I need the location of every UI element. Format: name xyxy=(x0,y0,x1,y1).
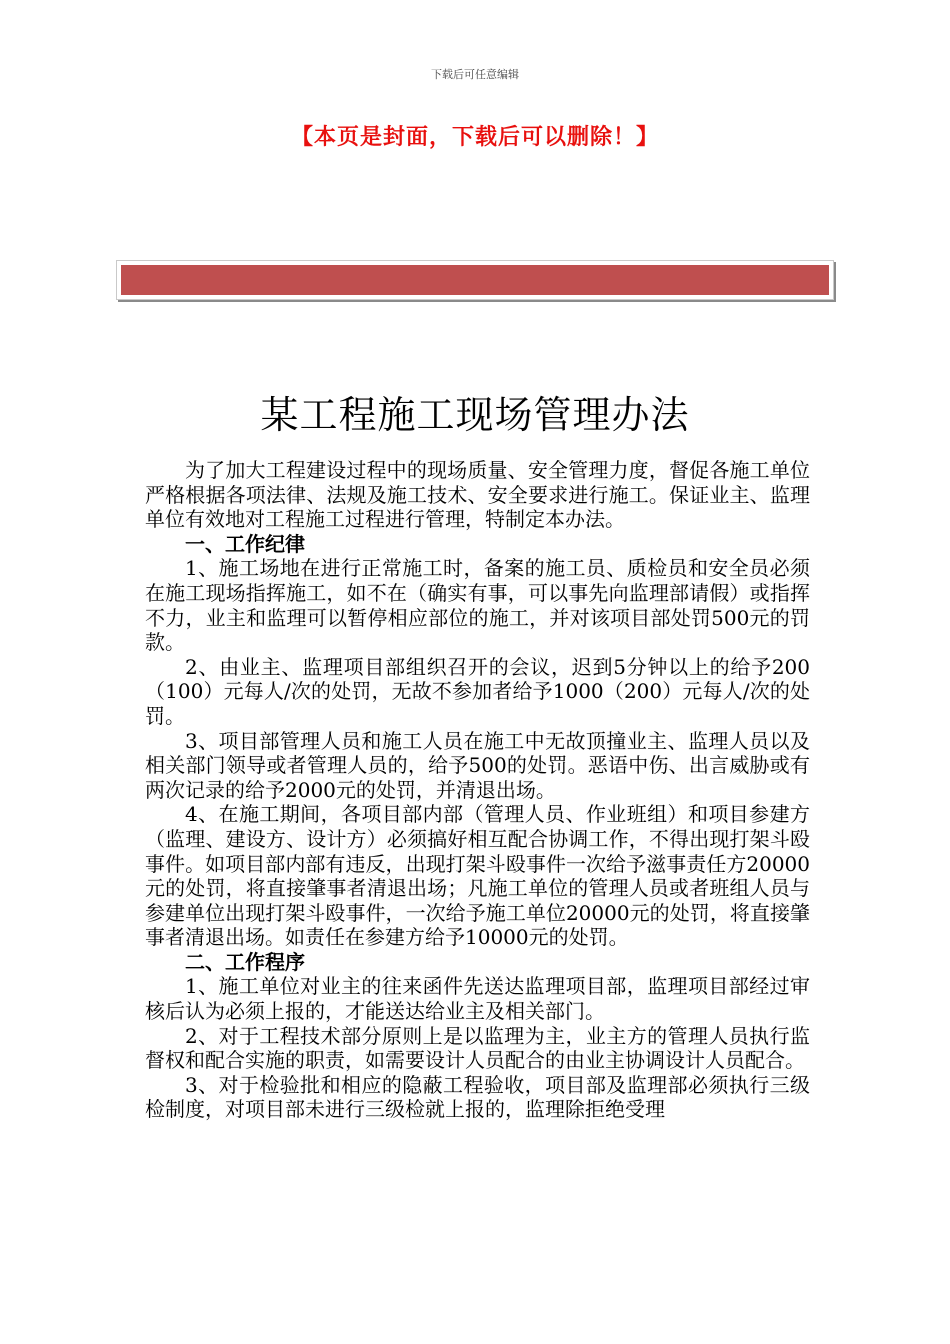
paragraph: 3、项目部管理人员和施工人员在施工中无故顶撞业主、监理人员以及相关部门领导或者管理人员的，给予500的处罚。恶语中伤、出言威胁或有两次记录的给予2000元的处罚，并清退出场。 xyxy=(145,728,810,802)
header-note: 下载后可任意编辑 xyxy=(431,68,519,81)
section-heading-discipline: 一、工作纪律 xyxy=(185,531,305,556)
paragraph: 1、施工场地在进行正常施工时，备案的施工员、质检员和安全员必须在施工现场指挥施工，如不在（确实有事，可以事先向监理部请假）或指挥不力，业主和监理可以暂停相应部位的施工，并对该项目部处罚500元的罚款。 xyxy=(145,556,810,655)
paragraph: 4、在施工期间，各项目部内部（管理人员、作业班组）和项目参建方（监理、建设方、设计方）必须搞好相互配合协调工作，不得出现打架斗殴事件。如项目部内部有违反，出现打架斗殴事件一次给予滋事责任方20000元的处罚，将直接肇事者清退出场；凡施工单位的管理人员或者班组人员与参建单位出现打架斗殴事件，一次给予施工单位20000元的处罚，将直接肇事者清退出场。如责任在参建方给予10000元的处罚。 xyxy=(145,802,810,950)
section-heading-procedure: 二、工作程序 xyxy=(185,949,305,974)
decorative-banner xyxy=(116,260,834,300)
banner-bar xyxy=(121,265,829,295)
cover-notice: 【本页是封面，下载后可以删除！】 xyxy=(290,125,659,150)
document-body xyxy=(145,458,810,1122)
paragraph: 1、施工单位对业主的往来函件先送达监理项目部，监理项目部经过审核后认为必须上报的，才能送达给业主及相关部门。 xyxy=(145,974,810,1024)
document-title: 某工程施工现场管理办法 xyxy=(260,393,690,437)
paragraph: 2、由业主、监理项目部组织召开的会议，迟到5分钟以上的给予200（100）元每人/次的处罚，无故不参加者给予1000（200）元每人/次的处罚。 xyxy=(145,654,810,728)
intro-paragraph: 为了加大工程建设过程中的现场质量、安全管理力度，督促各施工单位严格根据各项法律、法规及施工技术、安全要求进行施工。保证业主、监理单位有效地对工程施工过程进行管理，特制定本办法。 xyxy=(145,458,810,532)
paragraph: 3、对于检验批和相应的隐蔽工程验收，项目部及监理部必须执行三级检制度，对项目部未进行三级检就上报的，监理除拒绝受理 xyxy=(145,1072,810,1122)
paragraph: 2、对于工程技术部分原则上是以监理为主，业主方的管理人员执行监督权和配合实施的职责，如需要设计人员配合的由业主协调设计人员配合。 xyxy=(145,1023,810,1073)
